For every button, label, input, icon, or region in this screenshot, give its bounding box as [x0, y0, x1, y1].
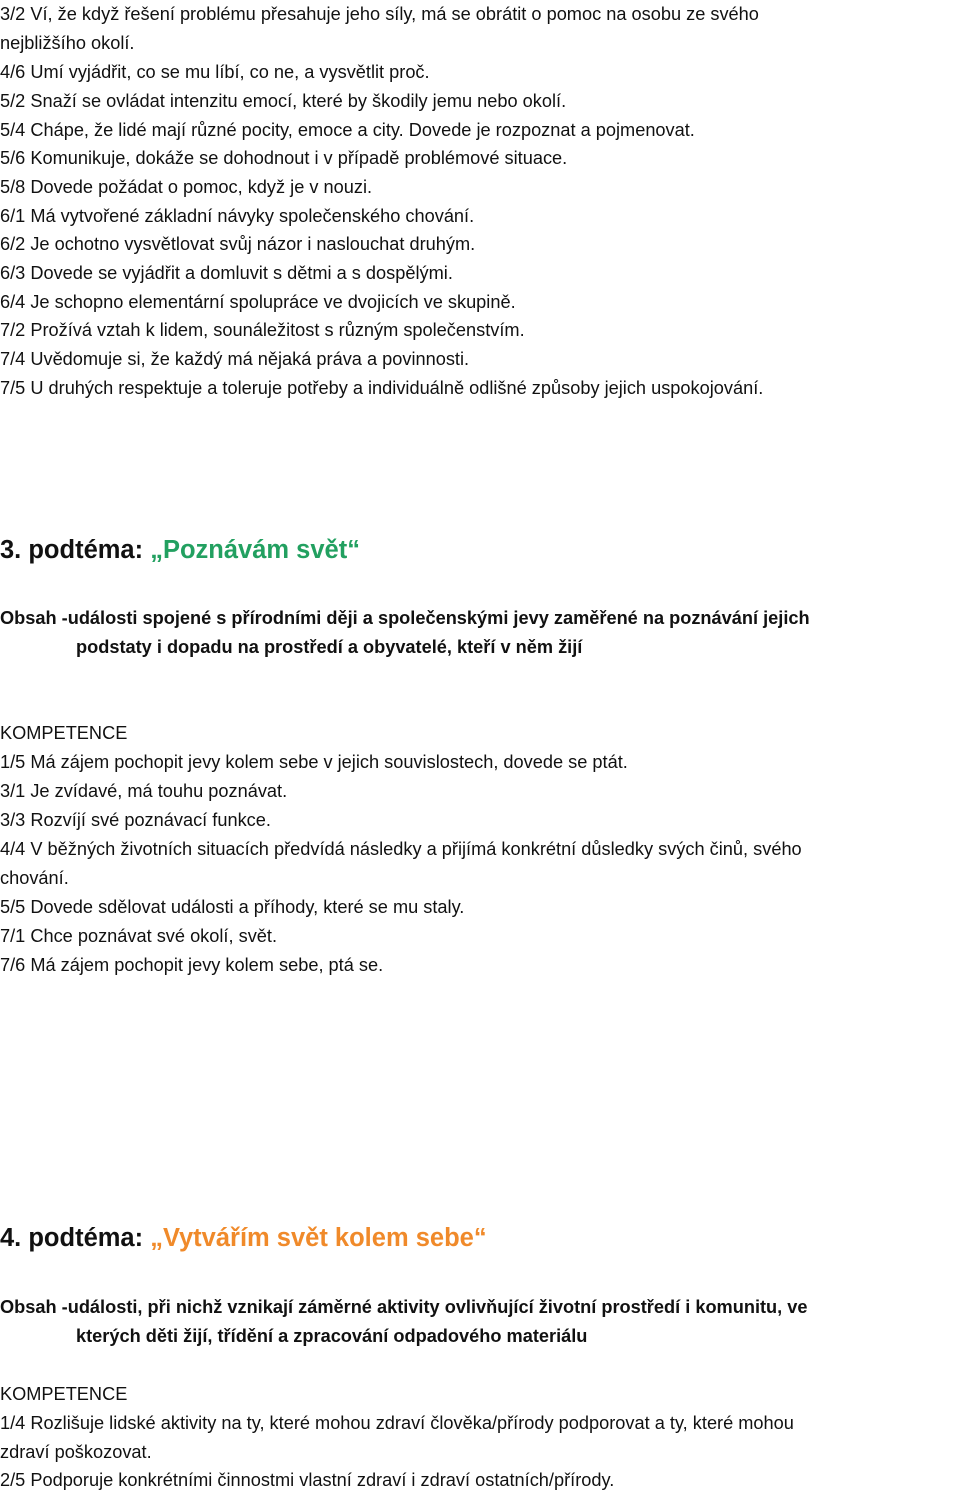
competence-item: 5/8 Dovede požádat o pomoc, když je v nouzi. — [0, 177, 373, 197]
competence-item: 7/5 U druhých respektuje a toleruje potřeby a individuálně odlišné způsoby jejich uspokojování. — [0, 378, 764, 398]
section-heading-3 — [0, 535, 360, 565]
competence-item: 5/5 Dovede sdělovat události a příhody, které se mu staly. — [0, 897, 465, 917]
heading-title: „Poznávám svět“ — [150, 536, 360, 564]
section-heading-4 — [0, 1223, 487, 1253]
section-obsah: Obsah -události, při nichž vznikají záměrné aktivity ovlivňující životní prostředí i komunitu, ve — [0, 1297, 808, 1317]
competence-item: 7/2 Prožívá vztah k lidem, sounáležitost s různým společenstvím. — [0, 320, 525, 340]
competence-item: 6/4 Je schopno elementární spolupráce ve dvojicích ve skupině. — [0, 292, 516, 312]
section-obsah-continued: podstaty i dopadu na prostředí a obyvatelé, kteří v něm žijí — [76, 637, 583, 657]
competence-item: 6/1 Má vytvořené základní návyky společenského chování. — [0, 206, 475, 226]
competence-item: 4/4 V běžných životních situacích předvídá následky a přijímá konkrétní důsledky svých činů, svého — [0, 839, 802, 859]
competence-item: 3/3 Rozvíjí své poznávací funkce. — [0, 810, 271, 830]
competence-item: 5/2 Snaží se ovládat intenzitu emocí, které by škodily jemu nebo okolí. — [0, 91, 567, 111]
heading-title: „Vytvářím svět kolem sebe“ — [150, 1224, 487, 1252]
competence-item: chování. — [0, 868, 69, 888]
competence-item: 7/1 Chce poznávat své okolí, svět. — [0, 926, 278, 946]
heading-prefix: 3. podtéma: — [0, 536, 151, 564]
section-obsah: Obsah -události spojené s přírodními ději a společenskými jevy zaměřené na poznávání jejich — [0, 608, 810, 628]
competence-item: 1/4 Rozlišuje lidské aktivity na ty, které mohou zdraví člověka/přírody podporovat a ty, které mohou — [0, 1413, 794, 1433]
competence-item: 3/2 Ví, že když řešení problému přesahuje jeho síly, má se obrátit o pomoc na osobu ze svého — [0, 4, 759, 24]
competence-label: KOMPETENCE — [0, 723, 128, 743]
competence-item: 7/6 Má zájem pochopit jevy kolem sebe, ptá se. — [0, 955, 384, 975]
competence-item: 5/4 Chápe, že lidé mají různé pocity, emoce a city. Dovede je rozpoznat a pojmenovat. — [0, 120, 695, 140]
competence-item: 3/1 Je zvídavé, má touhu poznávat. — [0, 781, 288, 801]
competence-item: 6/3 Dovede se vyjádřit a domluvit s dětmi a s dospělými. — [0, 263, 453, 283]
competence-item: 6/2 Je ochotno vysvětlovat svůj názor i naslouchat druhým. — [0, 234, 476, 254]
competence-item: 7/4 Uvědomuje si, že každý má nějaká práva a povinnosti. — [0, 349, 470, 369]
competence-item: nejbližšího okolí. — [0, 33, 135, 53]
competence-item: 5/6 Komunikuje, dokáže se dohodnout i v případě problémové situace. — [0, 148, 568, 168]
competence-item: 1/5 Má zájem pochopit jevy kolem sebe v jejich souvislostech, dovede se ptát. — [0, 752, 628, 772]
competence-label: KOMPETENCE — [0, 1384, 128, 1404]
heading-prefix: 4. podtéma: — [0, 1224, 151, 1252]
competence-item: 2/5 Podporuje konkrétními činnostmi vlastní zdraví i zdraví ostatních/přírody. — [0, 1470, 615, 1490]
section-obsah-continued: kterých děti žijí, třídění a zpracování odpadového materiálu — [76, 1326, 588, 1346]
competence-item: 4/6 Umí vyjádřit, co se mu líbí, co ne, a vysvětlit proč. — [0, 62, 430, 82]
competence-item: zdraví poškozovat. — [0, 1442, 152, 1462]
